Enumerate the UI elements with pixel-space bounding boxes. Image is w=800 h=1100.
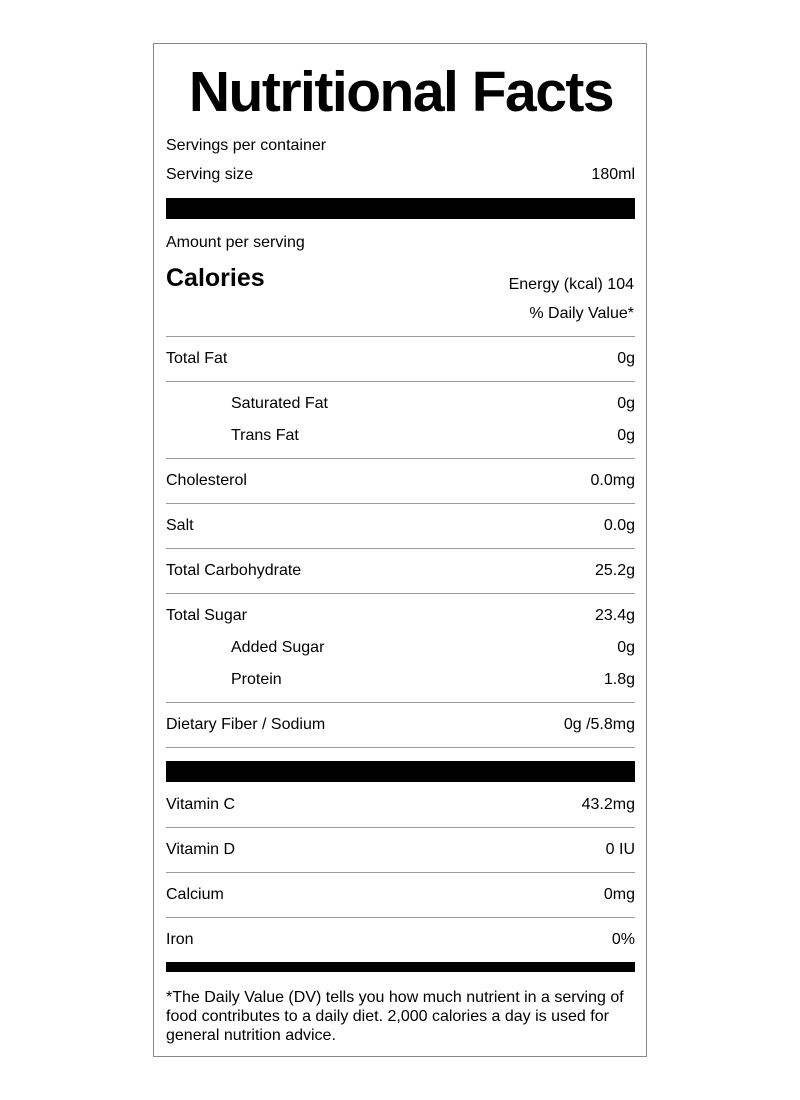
vitamin-label: Iron bbox=[166, 931, 194, 948]
divider bbox=[166, 827, 635, 828]
nutrient-label: Saturated Fat bbox=[231, 395, 328, 412]
label-title: Nutritional Facts bbox=[188, 60, 614, 124]
amount-per-serving-row bbox=[166, 233, 635, 253]
divider bbox=[166, 917, 635, 918]
vitamin-value: 0mg bbox=[603, 886, 635, 903]
nutrient-value: 0g bbox=[617, 427, 635, 444]
divider bbox=[166, 503, 635, 504]
vitamin-value: 0 IU bbox=[605, 841, 635, 858]
divider bbox=[166, 548, 635, 549]
nutrient-label: Cholesterol bbox=[166, 472, 247, 489]
nutrient-value: 0.0g bbox=[603, 517, 635, 534]
nutrient-value: 0.0mg bbox=[590, 472, 635, 489]
nutrient-label: Protein bbox=[231, 671, 282, 688]
footnote: *The Daily Value (DV) tells you how much nutrient in a serving of food contributes to a daily diet. 2,000 calories a day is used for general nutrition advice. bbox=[166, 989, 624, 1044]
nutrient-row-total-fat bbox=[166, 349, 635, 369]
energy-value: Energy (kcal) 104 bbox=[508, 276, 634, 293]
vitamin-row-calcium bbox=[166, 885, 635, 905]
serving-size-value: 180ml bbox=[591, 166, 635, 183]
nutrient-label: Trans Fat bbox=[231, 427, 299, 444]
serving-size-label: Serving size bbox=[166, 166, 254, 183]
amount-per-serving-label: Amount per serving bbox=[166, 234, 305, 251]
nutrient-value: 0g /5.8mg bbox=[563, 716, 635, 733]
vitamin-label: Vitamin D bbox=[166, 841, 236, 858]
vitamin-value: 43.2mg bbox=[581, 796, 635, 813]
divider bbox=[166, 593, 635, 594]
calories-label: Calories bbox=[166, 264, 265, 292]
vitamin-row-iron bbox=[166, 930, 635, 950]
nutrition-label bbox=[153, 43, 647, 1057]
nutrient-value: 0g bbox=[617, 350, 635, 367]
divider bbox=[166, 872, 635, 873]
vitamin-row-vitamin-c bbox=[166, 795, 635, 815]
divider bbox=[166, 702, 635, 703]
vitamin-label: Vitamin C bbox=[166, 796, 236, 813]
divider bbox=[166, 458, 635, 459]
nutrient-row-saturated-fat bbox=[231, 394, 635, 414]
nutrient-row-total-carbohydrate bbox=[166, 561, 635, 581]
thick-divider bbox=[166, 198, 635, 219]
daily-value-header: % Daily Value* bbox=[529, 305, 634, 322]
nutrient-row-total-sugar bbox=[166, 606, 635, 626]
nutrient-row-protein bbox=[231, 670, 635, 690]
divider bbox=[166, 747, 635, 748]
nutrient-value: 0g bbox=[617, 639, 635, 656]
vitamin-label: Calcium bbox=[166, 886, 224, 903]
nutrient-label: Total Fat bbox=[166, 350, 228, 367]
servings-per-container-label: Servings per container bbox=[166, 137, 327, 154]
nutrient-row-added-sugar bbox=[231, 638, 635, 658]
vitamin-row-vitamin-d bbox=[166, 840, 635, 860]
nutrient-value: 0g bbox=[617, 395, 635, 412]
nutrient-label: Added Sugar bbox=[231, 639, 325, 656]
nutrient-row-cholesterol bbox=[166, 471, 635, 491]
servings-per-container-row bbox=[166, 136, 635, 156]
divider bbox=[166, 336, 635, 337]
thick-divider bbox=[166, 761, 635, 782]
nutrient-row-trans-fat bbox=[231, 426, 635, 446]
nutrient-row-salt bbox=[166, 516, 635, 536]
nutrient-label: Total Sugar bbox=[166, 607, 247, 624]
nutrient-value: 23.4g bbox=[594, 607, 635, 624]
nutrient-label: Salt bbox=[166, 517, 194, 534]
vitamin-value: 0% bbox=[611, 931, 635, 948]
nutrient-row-fiber-sodium bbox=[166, 715, 635, 735]
serving-size-row bbox=[166, 165, 635, 185]
nutrient-label: Dietary Fiber / Sodium bbox=[166, 716, 326, 733]
divider bbox=[166, 381, 635, 382]
nutrient-label: Total Carbohydrate bbox=[166, 562, 302, 579]
thick-divider bbox=[166, 962, 635, 972]
nutrient-value: 25.2g bbox=[594, 562, 635, 579]
nutrient-value: 1.8g bbox=[603, 671, 635, 688]
